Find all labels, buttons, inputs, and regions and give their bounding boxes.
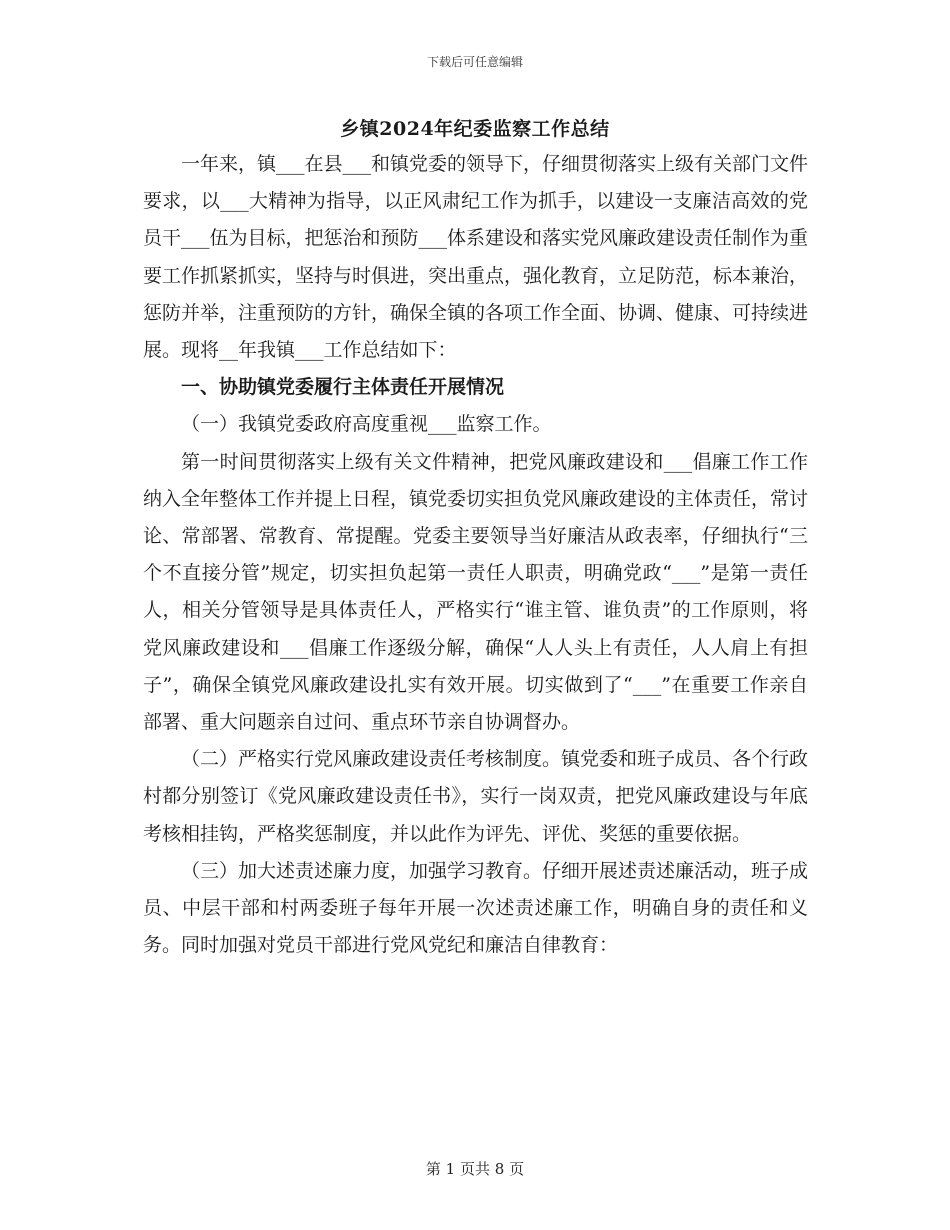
body-paragraph-1: 第一时间贯彻落实上级有关文件精神，把党风廉政建设和___倡廉工作工作纳入全年整体工作并提上日程，镇党委切实担负党风廉政建设的主体责任，常讨论、常部署、常教育、常提醒。党委主要领导当好廉洁从政表率，仔细执行“三个不直接分管”规定，切实担负起第一责任人职责，明确党政“___”是第一责任人，相关分管领导是具体责任人，严格实行“谁主管、谁负责”的工作原则，将党风廉政建设和___倡廉工作逐级分解，确保“人人头上有责任，人人肩上有担子”，确保全镇党风廉政建设扎实有效开展。切实做到了“___”在重要工作亲自部署、重大问题亲自过问、重点环节亲自协调督办。 (143, 450, 809, 734)
subsection-paragraph-3: （三）加大述责述廉力度，加强学习教育。仔细开展述责述廉活动，班子成员、中层干部和村两委班子每年开展一次述责述廉工作，明确自身的责任和义务。同时加强对党员干部进行党风党纪和廉洁自律教育： (143, 859, 809, 957)
subsection-heading-1: （一）我镇党委政府高度重视___监察工作。 (181, 413, 552, 436)
document-title: 乡镇2024年纪委监察工作总结 (340, 118, 610, 140)
subsection-paragraph-2: （二）严格实行党风廉政建设责任考核制度。镇党委和班子成员、各个行政村都分别签订《党风廉政建设责任书》，实行一岗双责，把党风廉政建设与年底考核相挂钩，严格奖惩制度，并以此作为评先、评优、奖惩的重要依据。 (143, 748, 809, 845)
section-heading-1: 一、协助镇党委履行主体责任开展情况 (181, 376, 505, 399)
page-number: 第 1 页共 8 页 (425, 1160, 525, 1178)
document-body (143, 146, 808, 964)
intro-paragraph: 一年来，镇___在县___和镇党委的领导下，仔细贯彻落实上级有关部门文件要求，以___大精神为指导，以正风肃纪工作为抓手，以建设一支廉洁高效的党员干___伍为目标，把惩治和预防___体系建设和落实党风廉政建设责任制作为重要工作抓紧抓实，坚持与时俱进，突出重点，强化教育，立足防范，标本兼治，惩防并举，注重预防的方针，确保全镇的各项工作全面、协调、健康、可持续进展。现将__年我镇___工作总结如下： (143, 153, 809, 362)
header-note: 下载后可任意编辑 (426, 55, 523, 69)
